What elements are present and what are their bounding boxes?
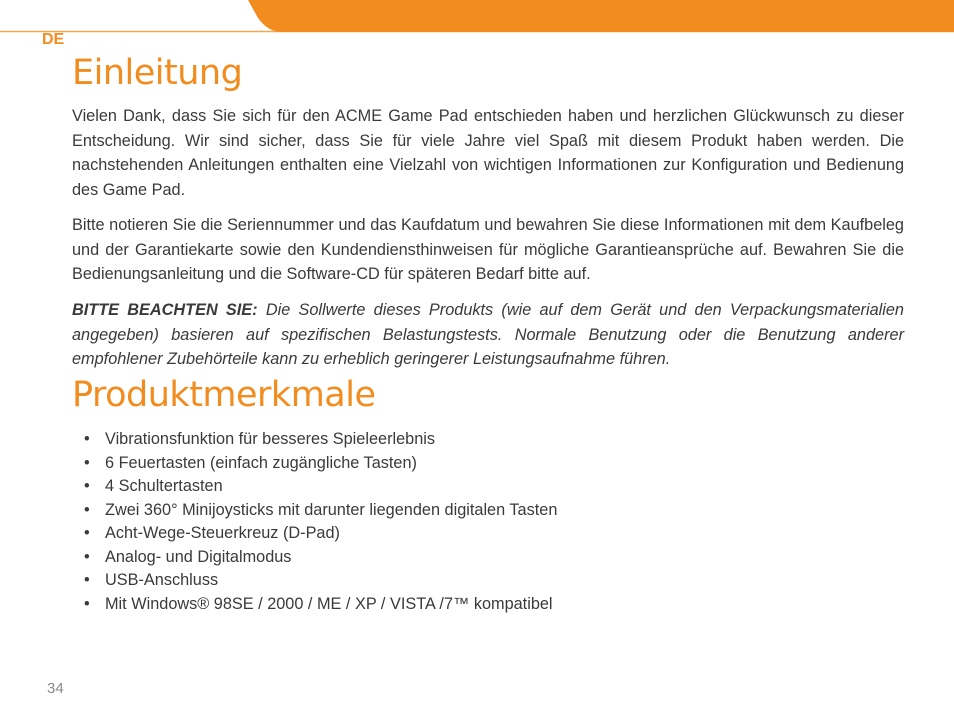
list-item-text: Acht-Wege-Steuerkreuz (D-Pad) [105, 524, 340, 542]
bullet: • [84, 430, 90, 448]
list-item-text: Zwei 360° Minijoysticks mit darunter liegenden digitalen Tasten [105, 500, 558, 519]
list-item [84, 522, 557, 546]
header-tab [248, 0, 954, 32]
list-item [84, 428, 557, 452]
note-label: BITTE BEACHTEN SIE: [72, 301, 258, 319]
intro-note [72, 298, 904, 372]
bullet: • [84, 477, 90, 495]
list-item-text: 6 Feuertasten (einfach zugängliche Tasten) [105, 453, 417, 472]
language-tag: DE [42, 31, 65, 48]
list-item-text: Vibrationsfunktion für besseres Spieleerlebnis [105, 430, 436, 448]
list-item-text: 4 Schultertasten [105, 477, 223, 495]
list-item [84, 499, 557, 523]
list-item [84, 546, 557, 570]
note-text: Die Sollwerte dieses Produkts (wie auf dem Gerät und den Verpackungsmaterialien angegeben) basieren auf spezifischen Belastungstests. Normale Benutzung oder die Benutzung anderer empfohlener Zubehörteile kann zu erheblich geringerer Leistungsaufnahme führen. [72, 301, 904, 368]
bullet: • [84, 524, 90, 542]
list-item-text: Mit Windows® 98SE / 2000 / ME / XP / VISTA /7™ kompatibel [105, 594, 553, 613]
bullet: • [84, 453, 90, 472]
intro-paragraph-2: Bitte notieren Sie die Seriennummer und das Kaufdatum und bewahren Sie diese Informationen mit dem Kaufbeleg und der Garantiekarte sowie den Kundendiensthinweisen für mögliche Garantieansprüche auf. Bewahren Sie die Bedienungsanleitung und die Software-CD für späteren Bedarf bitte auf. [72, 216, 904, 283]
bullet: • [84, 594, 90, 613]
bullet: • [84, 547, 90, 566]
list-item [84, 475, 557, 499]
page-number: 34 [47, 680, 64, 697]
section-title-features: Produktmerkmale [72, 375, 376, 415]
feature-list [84, 428, 557, 616]
bullet: • [84, 500, 90, 519]
list-item-text: USB-Anschluss [105, 571, 219, 589]
list-item [84, 593, 557, 617]
intro-paragraph-1: Vielen Dank, dass Sie sich für den ACME Game Pad entschieden haben und herzlichen Glückwunsch zu dieser Entscheidung. Wir sind sicher, dass Sie für viele Jahre viel Spaß mit diesem Produkt haben werden. Die nachstehenden Anleitungen enthalten eine Vielzahl von wichtigen Informationen zur Konfiguration und Bedienung des Game Pad. [72, 107, 904, 199]
header-decoration [0, 0, 954, 40]
list-item [84, 452, 557, 476]
section-title-intro: Einleitung [72, 53, 243, 93]
list-item-text: Analog- und Digitalmodus [105, 547, 292, 566]
bullet: • [84, 571, 90, 589]
list-item [84, 569, 557, 593]
